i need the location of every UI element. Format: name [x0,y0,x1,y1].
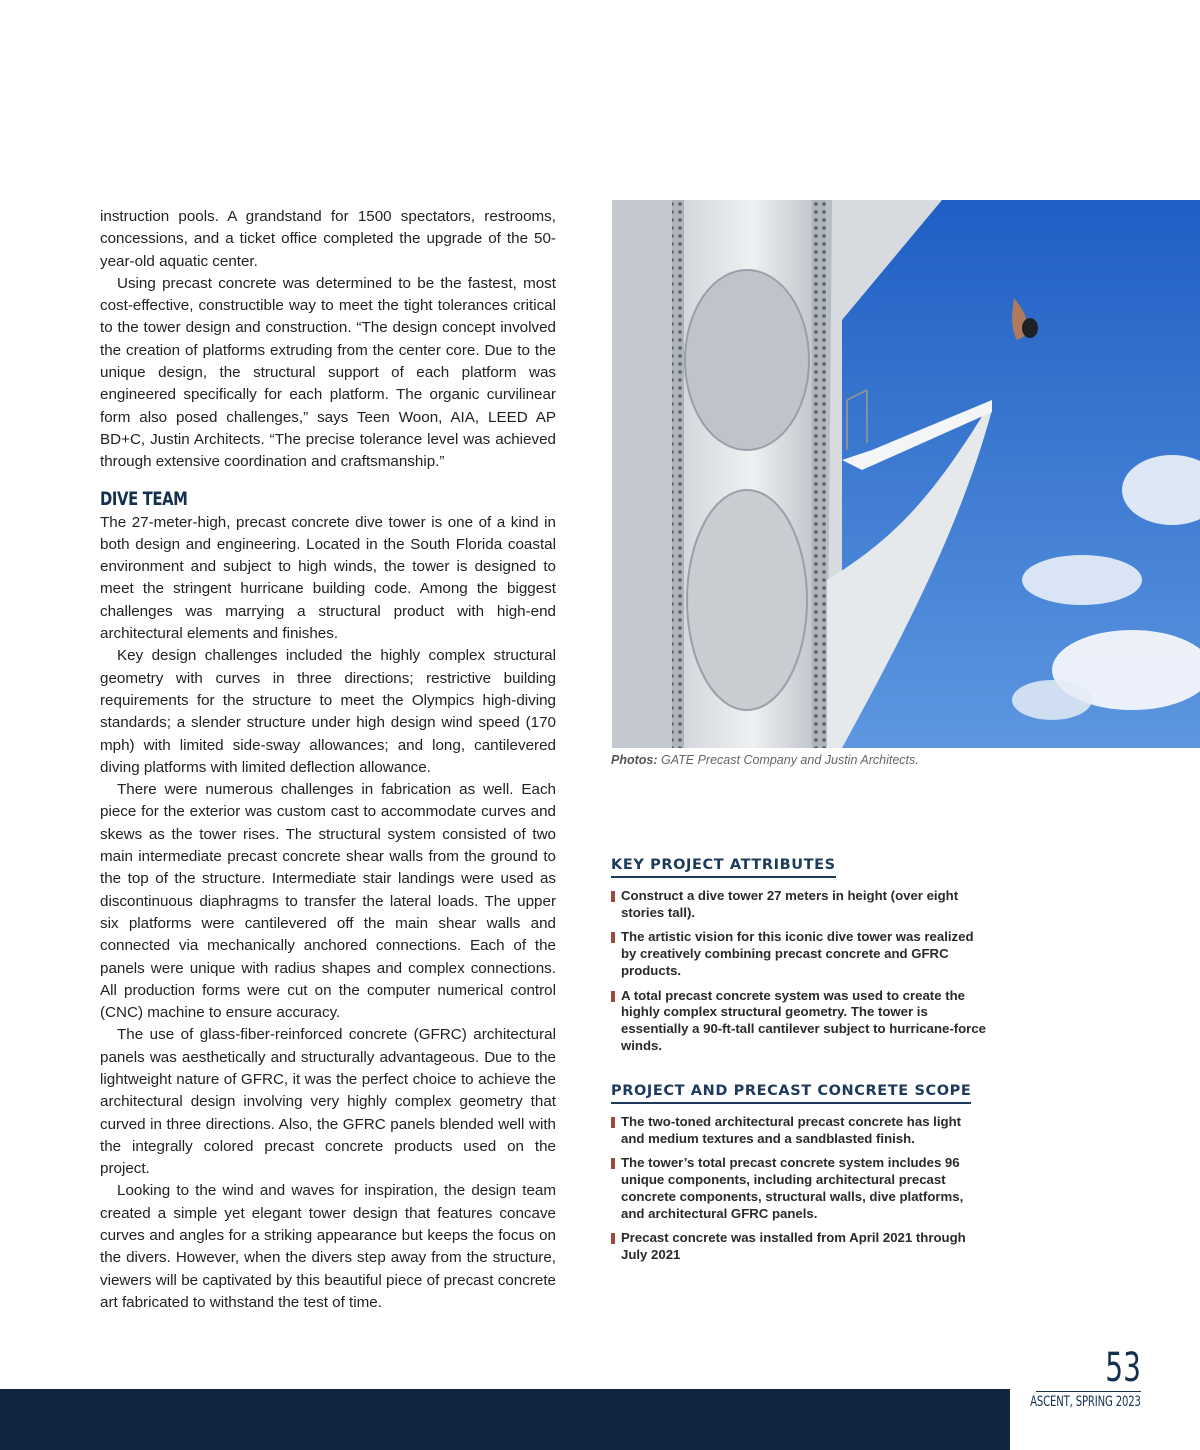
photo-caption [611,753,919,767]
paragraph: Looking to the wind and waves for inspiration, the design team created a simple yet elegant tower design that features concave curves and angles for a striking appearance but keeps the focus on the divers. However, when the divers step away from the structure, viewers will be captivated by this beautiful piece of precast concrete art fabricated to withstand the test of time. [100,1182,556,1311]
issue-label: ASCENT, SPRING 2023 [1030,1394,1141,1410]
attribute-list [611,888,986,1054]
bullet-icon [611,1233,615,1244]
bullet-icon [611,991,615,1002]
page-number: 53 [1105,1345,1141,1391]
scope-list [611,1114,986,1264]
list-item: The two-toned architectural precast concrete has light and medium textures and a sandblasted finish. [611,1114,986,1147]
caption-label: Photos: [611,753,658,767]
sidebar-title: KEY PROJECT ATTRIBUTES [611,857,836,878]
paragraph: There were numerous challenges in fabrication as well. Each piece for the exterior was custom cast to accommodate curves and skews as the tower rises. The structural system consisted of two main intermediate precast concrete shear walls from the ground to the top of the structure. Intermediate stair landings were used as discontinuous diaphragms to transfer the lateral loads. The upper six platforms were cantilevered off the main shear walls and connected via mechanically anchored connections. Each of the panels were unique with radius shapes and complex connections. All production forms were cut on the computer numerical control (CNC) machine to ensure accuracy. [100,781,556,1022]
list-item: Precast concrete was installed from April 2021 through July 2021 [611,1230,986,1263]
project-scope-box [611,1082,986,1272]
sidebar-title: PROJECT AND PRECAST CONCRETE SCOPE [611,1083,971,1104]
list-item: The artistic vision for this iconic dive tower was realized by creatively combining precast concrete and GFRC products. [611,929,986,979]
footer-bar [0,1389,1010,1450]
paragraph: instruction pools. A grandstand for 1500 spectators, restrooms, concessions, and a ticket office completed the upgrade of the 50-year-old aquatic center. [100,208,556,270]
paragraph: The use of glass-fiber-reinforced concrete (GFRC) architectural panels was aesthetically and structurally advantageous. Due to the lightweight nature of GFRC, it was the perfect choice to achieve the architectural design involving very highly complex geometry that curved in three directions. Also, the GFRC panels blended well with the integrally colored precast concrete products used on the project. [100,1026,556,1178]
bullet-icon [611,1117,615,1128]
paragraph: Using precast concrete was determined to be the fastest, most cost-effective, constructible way to meet the tight tolerances critical to the tower design and construction. “The design concept involved the creation of platforms extruding from the center core. Due to the unique design, the structural support of each platform was engineered specifically for each platform. The organic curvilinear form also posed challenges,” says Teen Woon, AIA, LEED AP BD+C, Justin Architects. “The precise tolerance level was achieved through extensive coordination and craftsmanship.” [100,274,556,471]
footer-divider [1036,1391,1141,1392]
dive-tower-photo [612,200,1200,748]
key-attributes-box [611,856,986,1062]
paragraph: The 27-meter-high, precast concrete dive tower is one of a kind in both design and engineering. Located in the South Florida coastal environment and subject to high winds, the tower is designed to meet the stringent hurricane building code. Among the biggest challenges was marrying a structural product with high-end architectural elements and finishes. [100,513,556,643]
bullet-icon [611,891,615,902]
list-item: Construct a dive tower 27 meters in height (over eight stories tall). [611,888,986,921]
section-heading: DIVE TEAM [100,487,188,510]
article-body [100,206,556,1314]
list-item: The tower’s total precast concrete system includes 96 unique components, including architectural precast concrete components, structural walls, dive platforms, and architectural GFRC panels. [611,1155,986,1222]
bullet-icon [611,1158,615,1169]
bullet-icon [611,932,615,943]
paragraph: Key design challenges included the highly complex structural geometry with curves in three directions; restrictive building requirements for the structure to meet the Olympics high-diving standards; a slender structure under high design wind speed (170 mph) with limited side-sway allowances; and long, cantilevered diving platforms with limited deflection allowance. [100,647,556,776]
list-item: A total precast concrete system was used to create the highly complex structural geometry. The tower is essentially a 90-ft-tall cantilever subject to hurricane-force winds. [611,988,986,1055]
caption-text: GATE Precast Company and Justin Architects. [661,753,919,767]
